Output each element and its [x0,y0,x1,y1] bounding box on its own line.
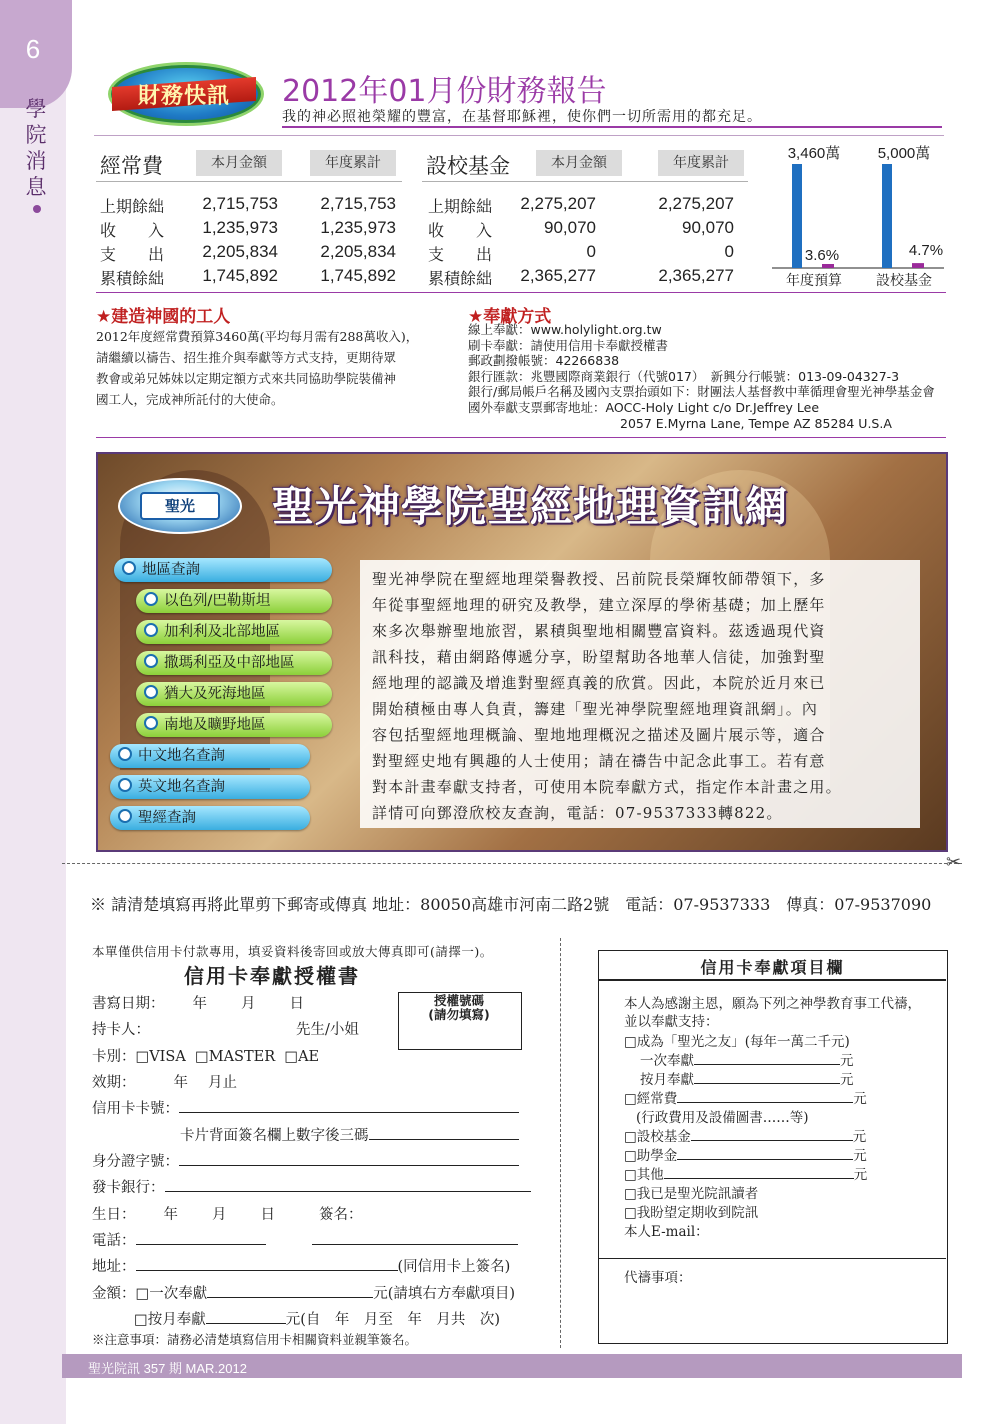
monthly-checkbox[interactable]: □按月奉獻 [134,1312,206,1328]
bank-field[interactable] [165,1177,531,1192]
card-type-label: 卡別： [92,1049,136,1065]
reader-checkbox[interactable]: □我已是聖光院訊讀者 [624,1186,759,1202]
auth-code-line: (請勿填寫) [428,1007,490,1022]
scholarship-checkbox[interactable]: □助學金 [624,1148,678,1164]
building-row-month: 2,365,277 [520,266,596,285]
once-checkbox[interactable]: □一次奉獻 [135,1286,208,1302]
bar-percent-label: 3.6% [804,247,840,264]
cut-line [62,863,962,864]
bar-percent-label: 4.7% [908,242,944,260]
bar-category-label: 設校基金 [876,273,932,289]
menu-galilee[interactable] [136,620,332,644]
workers-text [96,326,418,410]
yuan-label: 元 [840,1072,854,1088]
giving-text [468,322,948,431]
expiry-label: 效期： [92,1075,136,1091]
menu-label: 地區查詢 [142,562,200,578]
monthly-suffix: 元(自 年 月至 年 月共 次) [285,1312,501,1328]
regular-checkbox[interactable]: □經常費 [624,1091,678,1107]
building-field[interactable] [691,1126,853,1141]
regular-row-year: 2,205,834 [320,242,396,261]
email-label[interactable]: 本人E-mail： [624,1224,709,1240]
menu-english-names[interactable] [110,775,310,799]
regular-row-label: 上期餘絀 [100,197,165,216]
banner-line: 開始積極由專人負責，籌建「聖光神學院聖經地理資訊網」。內 [372,700,819,718]
banner-body-text [372,566,912,826]
friend-once-row[interactable] [640,1049,854,1069]
building-row-month: 90,070 [544,218,596,237]
bar-budget [792,164,802,268]
year-label: 年 [163,1207,178,1223]
regular-row-year: 1,745,892 [320,266,396,285]
items-intro: 本人為感謝主恩，願為下列之神學教育事工代禱， [624,996,921,1012]
sign-label: 簽名： [319,1207,363,1223]
building-row-label: 收 入 [428,221,493,240]
holder-label: 持卡人： [92,1022,150,1038]
yuan-label: 元 [853,1167,868,1183]
card-number-label: 信用卡卡號： [92,1101,179,1117]
phone-field[interactable] [136,1230,266,1245]
workers-line: 請繼續以禱告、招生推介與奉獻等方式支持，更期待眾 [96,350,397,365]
regular-field[interactable] [677,1088,853,1103]
hope-checkbox[interactable]: □我盼望定期收到院訊 [624,1205,759,1221]
address-suffix: (同信用卡上簽名) [397,1259,511,1275]
bar-budget [882,164,892,268]
workers-line: 2012年度經常費預算3460萬(平均每月需有288萬收入)， [96,329,419,344]
building-row-year: 2,275,207 [658,194,734,213]
form-note: 本單僅供信用卡付款專用，填妥資料後寄回或放大傳真即可(請擇一)。 [92,944,493,959]
yuan-label: 元 [840,1053,854,1069]
address-row[interactable] [92,1255,510,1276]
giving-account-name: 銀行/郵局帳戶名稱及國內支票抬頭如下：財團法人基督教中華循理會聖光神學基金會 [468,384,935,400]
page-number: 6 [25,34,41,64]
holder-suffix: 先生/小姐 [296,1022,359,1038]
menu-label: 聖經查詢 [138,810,196,826]
menu-bullet-icon [118,809,132,823]
title-underline [282,126,942,128]
banner-title: 聖光神學院聖經地理資訊網 [272,482,789,531]
menu-bullet-icon [122,561,136,575]
regular-header-sep [96,181,402,182]
logo-text: 財務快訊 [137,84,230,109]
date-row[interactable] [92,992,304,1013]
signature-field[interactable] [312,1230,518,1245]
expiry-row[interactable] [92,1071,237,1092]
building-row-label: 累積餘絀 [428,269,493,288]
regular-row-label: 累積餘絀 [100,269,165,288]
menu-label: 中文地名查詢 [138,748,225,764]
report-title: 2012年01月份財務報告 [282,74,607,109]
giving-bank: 銀行匯款：兆豐國際商業銀行（代號017） 新興分行帳號：013-09-04327-3 [468,368,900,384]
building-row-label: 支 出 [428,245,493,264]
banner-line: 聖光神學院在聖經地理榮譽教授、呂前院長榮輝牧師帶領下，多 [372,570,826,588]
friend-monthly-row[interactable] [640,1068,854,1088]
menu-label: 英文地名查詢 [138,779,225,795]
regular-note: (行政費用及設備圖書……等) [636,1110,809,1126]
once-suffix: 元(請填右方奉獻項目) [373,1286,516,1302]
master-checkbox[interactable]: □MASTER [195,1049,276,1065]
bar-percent [912,263,924,268]
expiry-suffix: 月止 [208,1075,237,1091]
regular-row-month: 1,235,973 [202,218,278,237]
yuan-label: 元 [853,1148,867,1164]
ae-checkbox[interactable]: □AE [284,1049,320,1065]
cvv-field[interactable] [369,1125,519,1140]
menu-bullet-icon [144,592,158,606]
menu-label: 加利利及北部地區 [164,624,280,640]
building-fund-row[interactable] [624,1125,866,1145]
card-type-row[interactable] [92,1045,319,1066]
yuan-label: 元 [852,1129,867,1145]
prayer-label[interactable]: 代禱事項： [624,1270,692,1286]
building-row-year: 0 [724,242,734,261]
prayer-divider [599,1258,946,1259]
building-row-year: 2,365,277 [658,266,734,285]
cvv-label: 卡片背面簽名欄上數字後三碼 [180,1128,369,1144]
bar-category-label: 年度預算 [786,273,842,289]
other-row[interactable] [624,1163,867,1183]
regular-row-year: 2,715,753 [320,194,396,213]
other-field[interactable] [664,1164,854,1179]
left-margin-strip [0,0,66,1424]
building-row-label: 上期餘絀 [428,197,493,216]
auth-code-line: 授權號碼 [433,993,484,1008]
date-label: 書寫日期： [92,996,165,1012]
building-header-sep [422,181,748,182]
card-number-field[interactable] [179,1098,519,1113]
regular-row-month: 1,745,892 [202,266,278,285]
menu-label: 撒瑪利亞及中部地區 [164,655,295,671]
giving-postal: 郵政劃撥帳號：42266838 [468,353,620,369]
building-row-year: 90,070 [682,218,734,237]
header-divider [94,135,944,136]
menu-label: 南地及曠野地區 [164,717,266,733]
building-checkbox[interactable]: □設校基金 [624,1129,691,1145]
giving-card: 刷卡奉獻：請使用信用卡奉獻授權書 [468,337,669,353]
holder-row[interactable] [92,1018,359,1039]
banner-line: 容包括聖經地理概論、聖地地理概況之描述及圖片展示等，適合 [372,726,826,744]
friend-checkbox[interactable]: □成為「聖光之友」(每年一萬二千元) [624,1034,850,1050]
id-row[interactable] [92,1150,519,1171]
holy-light-logo-text: 聖光 [140,492,220,520]
once-amount-field[interactable] [207,1283,373,1298]
menu-bullet-icon [118,747,132,761]
menu-chinese-names[interactable] [110,744,310,768]
mail-notice: ※ 請清楚填寫再將此單剪下郵寄或傳真 地址：80050高雄市河南二路2號 電話：07-9537333 傳真：07-9537090 [90,895,932,914]
giving-bottom-divider [96,437,946,438]
banner-line: 經地理的認識及增進對聖經真義的欣賞。因此，本院於近月來已 [372,674,826,692]
menu-bullet-icon [144,685,158,699]
id-field[interactable] [179,1151,519,1166]
friend-once-field[interactable] [694,1050,840,1065]
building-fund-heading: 設校基金 [426,154,510,178]
building-col-year: 年度累計 [658,150,744,176]
card-number-row[interactable] [92,1097,519,1118]
banner-line: 對聖經史地有興趣的人士使用；請在禱告中記念此事工。若有意 [372,752,826,770]
menu-label: 猶大及死海地區 [164,686,266,702]
yuan-label: 元 [853,1091,867,1107]
auth-code-label [398,994,520,1022]
regular-col-month: 本月金額 [196,150,282,176]
menu-bullet-icon [118,778,132,792]
building-col-month: 本月金額 [536,150,622,176]
regular-row-year: 1,235,973 [320,218,396,237]
month-label: 月 [212,1207,227,1223]
menu-label: 以色列/巴勒斯坦 [164,593,271,609]
amount-monthly-row[interactable] [134,1308,500,1329]
regular-row-month: 2,715,753 [202,194,278,213]
regular-fund-row[interactable] [624,1087,867,1107]
day-label: 日 [289,996,304,1012]
scholarship-field[interactable] [677,1145,853,1160]
form-divider [560,938,561,1348]
amount-once-row[interactable] [92,1282,515,1303]
finance-bottom-divider [96,292,946,293]
once-label: 一次奉獻 [640,1053,694,1069]
regular-col-year: 年度累計 [310,150,396,176]
menu-bullet-icon [144,716,158,730]
bank-row[interactable] [92,1176,531,1197]
menu-judea[interactable] [136,682,332,706]
banner-line: 詳情可向鄧澄欣校友查詢，電話：07-9537333轉822。 [372,804,783,822]
birth-label: 生日： [92,1207,136,1223]
section-side-label: 學院消息 [25,97,47,199]
bar-top-label: 3,460萬 [787,145,841,162]
monthly-label: 按月奉獻 [640,1072,694,1088]
items-intro: 並以奉獻支持： [624,1014,719,1030]
donation-items-title: 信用卡奉獻項目欄 [700,958,845,977]
giving-online[interactable]: 線上奉獻：www.holylight.org.tw [468,322,662,337]
friend-monthly-field[interactable] [694,1069,840,1084]
phone-row[interactable] [92,1229,518,1250]
other-checkbox[interactable]: □其他 [624,1167,664,1183]
banner-line: 來多次舉辦聖地旅習，累積與聖地相關豐富資料。茲透過現代資 [372,622,826,640]
regular-row-month: 2,205,834 [202,242,278,261]
form-title: 信用卡奉獻授權書 [184,964,360,988]
year-label: 年 [192,996,207,1012]
giving-overseas: 國外奉獻支票郵寄地址：AOCC-Holy Light c/o Dr.Jeffrey Lee [468,399,820,415]
menu-negev[interactable] [136,713,332,737]
banner-line: 對本計畫奉獻支持者，可使用本院奉獻方式，指定作本計畫之用。 [372,778,842,796]
menu-israel[interactable] [136,589,332,613]
menu-region-search[interactable] [114,558,332,582]
birth-sign-row[interactable] [92,1203,363,1224]
scissors-icon: ✂ [946,852,962,873]
address-field[interactable] [136,1256,398,1271]
building-row-month: 0 [586,242,596,261]
giving-overseas-address: 2057 E.Myrna Lane, Tempe AZ 85284 U.S.A [620,415,892,431]
regular-fund-heading: 經常費 [100,154,163,178]
bank-label: 發卡銀行： [92,1180,165,1196]
menu-samaria[interactable] [136,651,332,675]
bar-top-label: 5,000萬 [877,145,931,162]
report-verse: 我的神必照祂榮耀的豐富，在基督耶穌裡，使你們一切所需用的都充足。 [282,109,762,125]
budget-progress-chart [770,140,946,290]
menu-bullet-icon [144,654,158,668]
bullet-dot-icon [33,205,41,213]
id-label: 身分證字號： [92,1154,179,1170]
phone-label: 電話： [92,1233,136,1249]
workers-title: ★建造神國的工人 [96,307,231,327]
workers-line: 國工人，完成神所託付的大使命。 [96,392,284,407]
month-label: 月 [241,996,256,1012]
building-row-month: 2,275,207 [520,194,596,213]
menu-bullet-icon [144,623,158,637]
amount-label: 金額： [92,1286,136,1302]
banner-line: 訊科技，藉由網路傳遞分享，盼望幫助各地華人信徒，加強對聖 [372,648,826,666]
regular-row-label: 支 出 [100,245,165,264]
banner-line: 年從事聖經地理的研究及教學，建立深厚的學術基礎；加上歷年 [372,596,826,614]
regular-row-label: 收 入 [100,221,165,240]
monthly-amount-field[interactable] [206,1309,286,1324]
day-label: 日 [260,1207,275,1223]
workers-line: 教會或弟兄姊妹以定期定額方式來共同協助學院裝備神 [96,371,397,386]
scholarship-row[interactable] [624,1144,867,1164]
cvv-row[interactable] [180,1124,519,1145]
form-warning: ※注意事項：請務必清楚填寫信用卡相關資料並親筆簽名。 [92,1332,418,1347]
year-label: 年 [173,1075,188,1091]
visa-checkbox[interactable]: □VISA [135,1049,186,1065]
menu-bible-search[interactable] [110,806,310,830]
footer-text: 聖光院訊 357 期 MAR.2012 [88,1361,247,1376]
bar-percent [822,264,834,268]
address-label: 地址： [92,1259,136,1275]
giving-title: ★奉獻方式 [468,307,552,327]
